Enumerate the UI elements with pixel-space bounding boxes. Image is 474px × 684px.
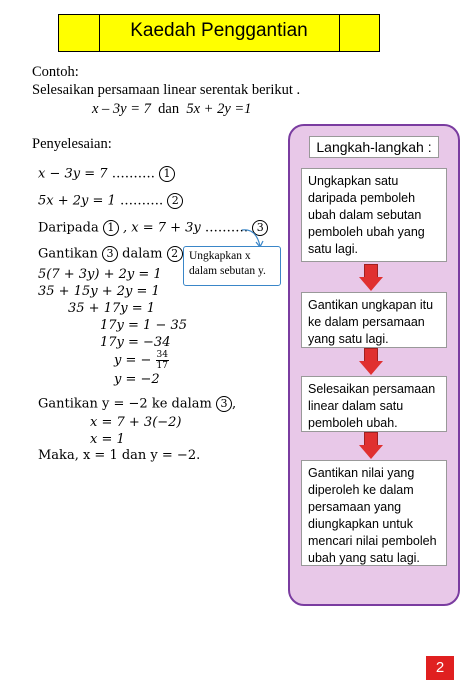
step-box-4: Gantikan nilai yang diperoleh ke dalam persamaan yang diungkapkan untuk mencari nilai pemboleh ubah yang satu lagi. bbox=[301, 460, 447, 566]
step-box-2: Gantikan ungkapan itu ke dalam persamaan yang satu lagi. bbox=[301, 292, 447, 348]
instruction-text: Selesaikan persamaan linear serentak berikut . bbox=[32, 82, 301, 98]
callout-line: Ungkapkan x bbox=[189, 250, 251, 262]
equation: 5(7 + 3y) + 2y = 1 bbox=[38, 267, 162, 282]
fraction bbox=[156, 350, 169, 371]
given-equations bbox=[92, 101, 251, 118]
down-arrow-icon bbox=[364, 432, 378, 460]
conclusion-text: Maka, x = 1 dan y = −2. bbox=[38, 448, 201, 463]
working-line-3 bbox=[38, 220, 268, 236]
callout-line: dalam sebutan y. bbox=[189, 265, 266, 277]
text-mid: dalam bbox=[122, 246, 163, 262]
working-line-9 bbox=[100, 335, 170, 350]
working-line-5 bbox=[38, 267, 162, 282]
equation-ref-circle: 2 bbox=[167, 193, 183, 209]
equation: 35 + 17y = 1 bbox=[68, 301, 156, 316]
step-box-3: Selesaikan persamaan linear dalam satu pemboleh ubah. bbox=[301, 376, 447, 432]
working-line-11 bbox=[114, 372, 160, 387]
equation: y = −2 bbox=[114, 372, 160, 387]
text-prefix: Gantikan bbox=[38, 246, 98, 262]
working-line-15 bbox=[38, 448, 200, 463]
solution-label: Penyelesaian: bbox=[32, 136, 112, 152]
equation-ref-circle: 2 bbox=[167, 246, 183, 262]
text-suffix: , bbox=[231, 396, 237, 412]
steps-title-text: Langkah-langkah : bbox=[309, 136, 438, 158]
steps-title bbox=[300, 136, 448, 158]
equation: , x = 7 + 3y bbox=[122, 220, 201, 236]
equation: 17y = −34 bbox=[100, 335, 171, 350]
working-line-10 bbox=[114, 350, 169, 371]
fraction-denominator: 17 bbox=[156, 361, 168, 371]
working-line-6 bbox=[38, 284, 160, 299]
down-arrow-icon bbox=[364, 264, 378, 292]
given-eq2: 5x + 2y =1 bbox=[186, 101, 252, 117]
working-line-4 bbox=[38, 246, 187, 262]
equation: 5x + 2y = 1 bbox=[38, 193, 116, 209]
down-arrow-icon bbox=[364, 348, 378, 376]
working-line-2 bbox=[38, 193, 183, 209]
hint-callout bbox=[183, 246, 281, 286]
leader-dots: ………. bbox=[119, 193, 164, 209]
equation: y = − bbox=[114, 353, 152, 368]
leader-dots: ………. bbox=[204, 220, 249, 236]
leader-dots: ………. bbox=[111, 166, 155, 182]
given-and: dan bbox=[158, 101, 180, 117]
fraction-numerator: 34 bbox=[156, 350, 168, 360]
page-number-badge: 2 bbox=[426, 656, 454, 680]
text-prefix: Daripada bbox=[38, 220, 99, 236]
working-line-1 bbox=[38, 166, 175, 182]
working-line-7 bbox=[68, 301, 155, 316]
equation: x − 3y = 7 bbox=[38, 166, 108, 182]
equation-ref-circle: 1 bbox=[159, 166, 175, 182]
page-title: Kaedah Penggantian bbox=[130, 20, 308, 41]
equation-ref-circle: 3 bbox=[216, 396, 232, 412]
example-label: Contoh: bbox=[32, 64, 79, 80]
equation-ref-circle: 3 bbox=[252, 220, 268, 236]
working-line-8 bbox=[100, 318, 187, 333]
equation-ref-circle: 1 bbox=[103, 220, 119, 236]
working-line-12 bbox=[38, 396, 236, 412]
text: Gantikan y = −2 ke dalam bbox=[38, 396, 212, 412]
working-line-13 bbox=[90, 415, 182, 430]
equation: x = 7 + 3(−2) bbox=[90, 415, 182, 430]
equation: x = 1 bbox=[90, 432, 125, 447]
working-line-14 bbox=[90, 432, 125, 447]
equation-ref-circle: 3 bbox=[102, 246, 118, 262]
step-box-1: Ungkapkan satu daripada pemboleh ubah dalam sebutan pemboleh ubah yang satu lagi. bbox=[301, 168, 447, 262]
equation: 35 + 15y + 2y = 1 bbox=[38, 284, 160, 299]
equation: 17y = 1 − 35 bbox=[100, 318, 188, 333]
title-banner bbox=[58, 14, 380, 52]
given-eq1: x – 3y = 7 bbox=[92, 101, 151, 117]
